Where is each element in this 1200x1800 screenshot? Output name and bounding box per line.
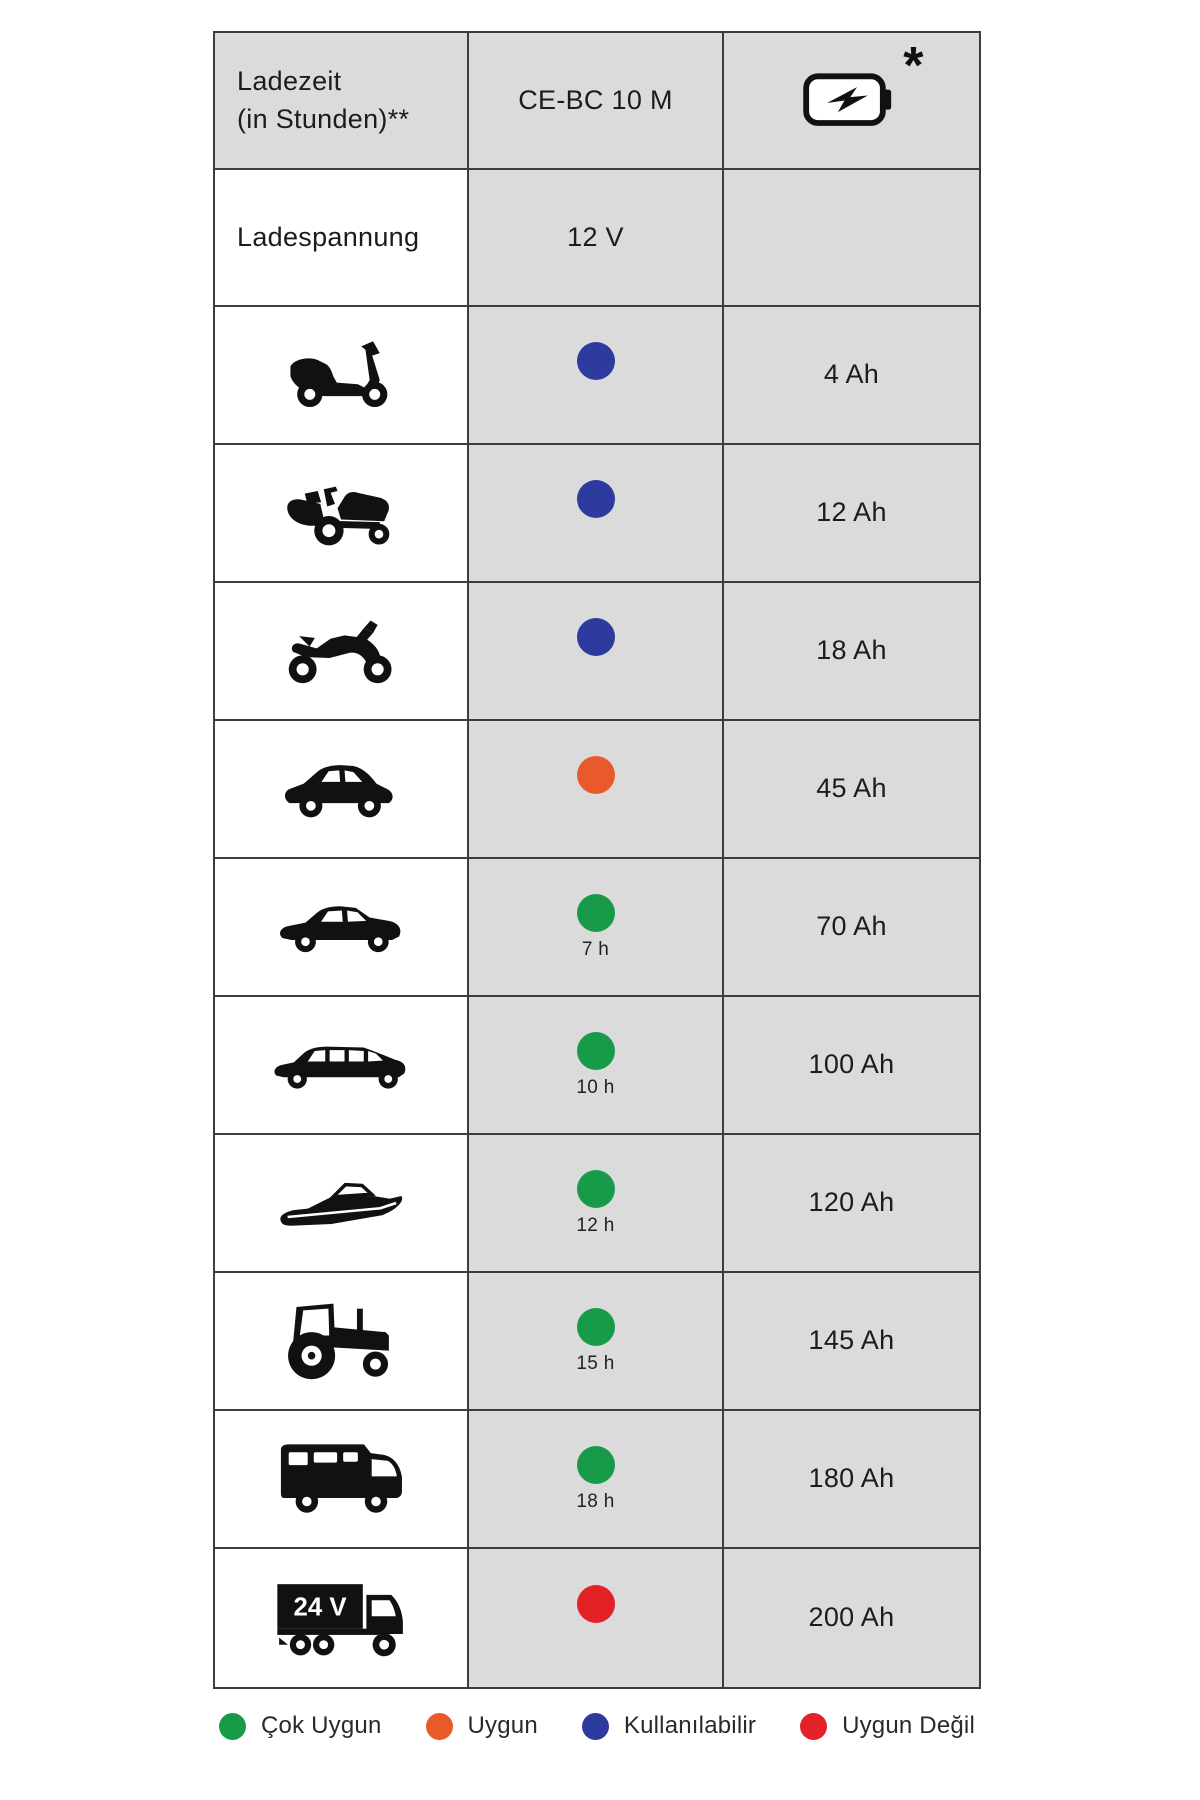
boat-icon [275,1168,407,1238]
charging-time-table [213,31,981,1689]
table-row [215,721,979,859]
table-row [215,1135,979,1273]
legend-item-kullanilabilir [582,1712,756,1740]
capacity-label: 45 Ah [816,773,887,804]
truck-24v-icon [272,1573,410,1663]
asterisk-note: * [903,37,924,95]
table-row [215,583,979,721]
suitability-dot [577,1308,615,1346]
table-title-line1: Ladezeit [237,65,342,96]
legend-item-cok-uygun [219,1712,382,1740]
table-row [215,859,979,997]
camper-van-icon [274,1435,408,1523]
table-row [215,997,979,1135]
suitability-dot [577,1170,615,1208]
voltage-row [215,170,979,307]
voltage-value: 12 V [567,221,624,252]
table-row [215,1273,979,1411]
legend-label: Kullanılabilir [623,1712,757,1739]
red-dot-icon [800,1713,827,1740]
legend-label: Uygun [467,1712,538,1739]
limousine-icon [271,1038,411,1092]
orange-dot-icon [426,1713,453,1740]
suitability-dot [577,342,615,380]
suitability-dot [577,1032,615,1070]
capacity-label: 120 Ah [808,1187,895,1218]
charge-time-label: 10 h [576,1076,615,1098]
hatchback-car-icon [279,751,403,827]
table-title-line2: (in Stunden)** [237,103,410,134]
capacity-label: 70 Ah [816,911,887,942]
motorcycle-icon [280,611,402,691]
battery-charging-icon [802,62,902,134]
legend-item-uygun [426,1712,538,1740]
charge-time-label: 15 h [576,1352,615,1374]
voltage-label: Ladespannung [237,221,420,252]
suitability-dot [577,480,615,518]
legend-item-uygun-degil [800,1712,975,1740]
table-row [215,1411,979,1549]
scooter-icon [282,336,400,414]
legend [213,1712,981,1740]
capacity-label: 180 Ah [808,1463,895,1494]
table-row [215,445,979,583]
capacity-label: 145 Ah [808,1325,895,1356]
sedan-car-icon [276,896,406,958]
lawn-tractor-icon [280,472,402,554]
capacity-label: 4 Ah [823,359,880,390]
table-row [215,307,979,445]
suitability-dot [577,1446,615,1484]
legend-label: Uygun Değil [842,1712,975,1739]
capacity-label: 18 Ah [816,635,887,666]
green-dot-icon [219,1713,246,1740]
suitability-dot [577,756,615,794]
charge-time-label: 18 h [576,1490,615,1512]
charge-time-label: 7 h [581,938,610,960]
capacity-label: 12 Ah [816,497,887,528]
tractor-icon [278,1294,404,1388]
charger-model-header: CE-BC 10 M [518,84,673,115]
table-row [215,1549,979,1687]
blue-dot-icon [582,1713,609,1740]
truck-voltage-label: 24 V [293,1593,347,1622]
table-header-row [215,33,979,170]
capacity-label: 200 Ah [808,1602,895,1633]
suitability-dot [577,894,615,932]
capacity-label: 100 Ah [808,1049,895,1080]
legend-label: Çok Uygun [261,1712,382,1739]
suitability-dot [577,1585,615,1623]
suitability-dot [577,618,615,656]
charge-time-label: 12 h [576,1214,615,1236]
